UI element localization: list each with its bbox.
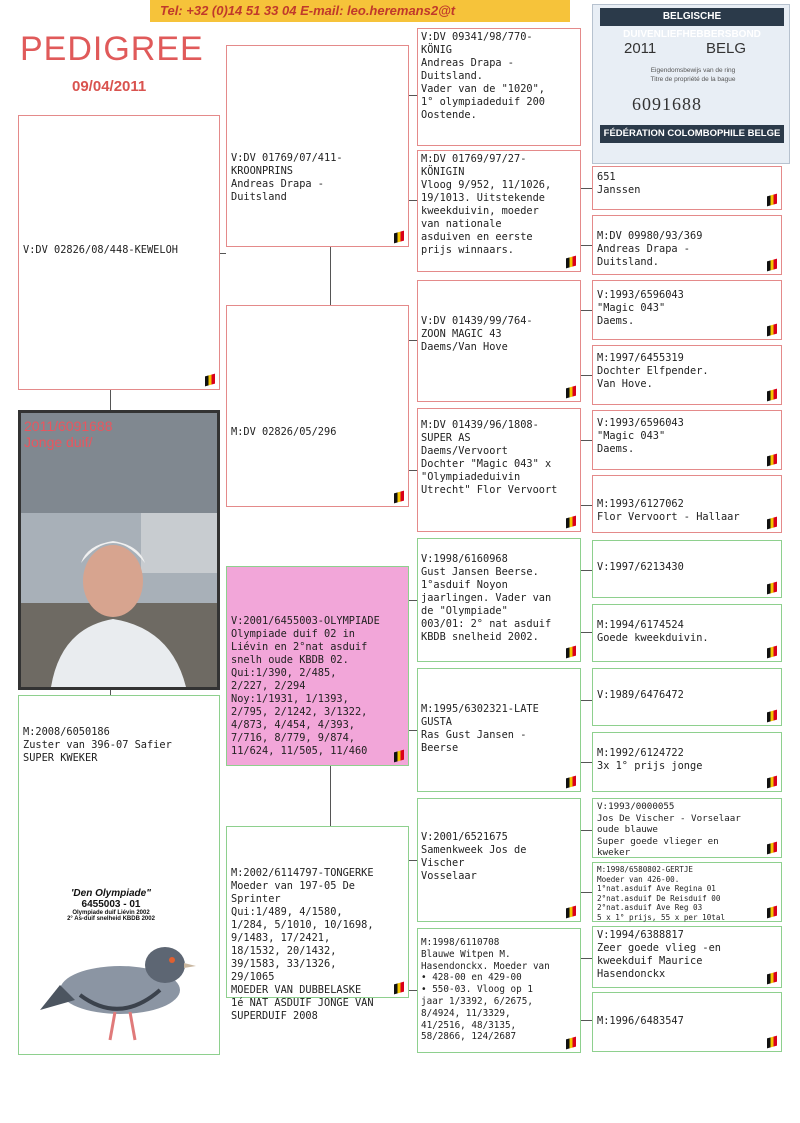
belgian-flag-icon — [767, 389, 777, 402]
gen3-box-8 — [417, 928, 581, 1053]
gen3-text-6: M:1995/6302321-LATE GUSTA Ras Gust Jansen - Beerse — [421, 703, 539, 754]
gen2-text-2: M:DV 02826/05/296 — [231, 426, 337, 438]
belgian-flag-icon — [767, 972, 777, 985]
connector-line — [581, 440, 592, 441]
gen4-box-7 — [592, 540, 782, 598]
photo-label-type: Jonge duif/ — [24, 434, 93, 450]
connector-line — [330, 247, 331, 305]
stamp-country: BELG — [706, 40, 747, 57]
connector-line — [581, 700, 592, 701]
gen4-box-13 — [592, 926, 782, 988]
gen4-text-5: V:1993/6596043 "Magic 043" Daems. — [597, 417, 684, 455]
page-title: PEDIGREE — [20, 30, 204, 68]
belgian-flag-icon — [566, 776, 576, 789]
connector-line — [581, 570, 592, 571]
belgian-flag-icon — [394, 491, 404, 504]
pigeon-caption-note1: Olympiade duif Liévin 2002 — [72, 910, 150, 916]
connector-line — [581, 762, 592, 763]
gen3-text-3: V:DV 01439/99/764- ZOON MAGIC 43 Daems/Van Hove — [421, 315, 533, 353]
contact-text: Tel: +32 (0)14 51 33 04 E-mail: leo.heremans2@t — [160, 3, 456, 18]
connector-line — [581, 1020, 592, 1021]
connector-line — [110, 690, 111, 695]
gen4-box-11 — [592, 798, 782, 858]
connector-line — [409, 990, 417, 991]
photo-illustration — [21, 413, 217, 687]
gen2-box-4 — [226, 826, 409, 1022]
gen2-text-3: V:2001/6455003-OLYMPIADE Olympiade duif 02 in Liévin en 2°nat asduif snelh oude KBDB 02. Qui:1/390, 2/485, 2/227, 2/294 Noy:1/1931, 1/1393, 2/795, 2/1242, 3/1322, 4/873, 4/454, 4/393, 7/716, 8/779, 9/874, 11/624, 11/505, 11/460 — [231, 615, 380, 757]
gen4-text-2: M:DV 09980/93/369 Andreas Drapa - Duitsland. — [597, 230, 703, 268]
connector-line — [409, 340, 417, 341]
gen4-box-4 — [592, 345, 782, 405]
gen4-box-3 — [592, 280, 782, 340]
stamp-subtitle — [618, 66, 768, 90]
connector-line — [581, 188, 592, 189]
photo-label-ring: 2011/6091688 — [24, 418, 113, 434]
gen4-box-6 — [592, 475, 782, 533]
belgian-flag-icon — [394, 231, 404, 244]
gen3-text-5: V:1998/6160968 Gust Jansen Beerse. 1°asduif Noyon jaarlingen. Vader van de "Olympiade" 003/01: 2° nat asduif KBDB snelheid 2002. — [421, 553, 552, 643]
stamp-sub-1: Eigendomsbewijs van de ring — [650, 67, 736, 74]
stamp-sub-2: Titre de propriété de la bague — [650, 76, 736, 83]
gen4-box-1 — [592, 166, 782, 210]
pigeon-caption-note2: 2° As-duif snelheid KBDB 2002 — [67, 916, 155, 922]
belgian-flag-icon — [767, 646, 777, 659]
pigeon-illustration — [40, 930, 200, 1050]
sire-box — [18, 115, 220, 390]
gen3-box-4 — [417, 408, 581, 532]
gen4-text-4: M:1997/6455319 Dochter Elfpender. Van Hove. — [597, 352, 709, 390]
connector-line — [409, 730, 417, 731]
pigeon-owner-photo — [18, 410, 220, 690]
connector-line — [409, 200, 417, 201]
belgian-flag-icon — [394, 750, 404, 763]
sire-text: V:DV 02826/08/448-KEWELOH — [23, 244, 178, 256]
belgian-flag-icon — [767, 517, 777, 530]
connector-line — [110, 390, 111, 410]
pigeon-caption — [36, 888, 186, 922]
pigeon-caption-ring: 6455003 - 01 — [81, 899, 141, 910]
belgian-flag-icon — [767, 324, 777, 337]
gen3-text-8: M:1998/6110708 Blauwe Witpen M. Hasendonckx. Moeder van • 428-00 en 429-00 • 550-03. Vloog op 1 jaar 1/3392, 6/2675, 8/4924, 11/3329, 41/2516, 48/3135, 58/2866, 124/2687 — [421, 937, 550, 1043]
gen3-text-1: V:DV 09341/98/770- KÖNIG Andreas Drapa - Duitsland. Vader van de "1020", 1° olympiadeduif 200 Oostende. — [421, 31, 545, 121]
stamp-top-label: BELGISCHE DUIVENLIEFHEBBERSBOND — [600, 8, 784, 26]
connector-line — [409, 860, 417, 861]
belgian-flag-icon — [767, 776, 777, 789]
gen4-box-9 — [592, 668, 782, 726]
connector-line — [581, 958, 592, 959]
gen3-text-2: M:DV 01769/97/27- KÖNIGIN Vloog 9/952, 11/1026, 19/1013. Uitstekende kweekduivin, moeder van nationale asduiven en eerste prijs winnaars. — [421, 153, 552, 256]
gen4-text-3: V:1993/6596043 "Magic 043" Daems. — [597, 289, 684, 327]
gen3-box-7 — [417, 798, 581, 922]
belgian-flag-icon — [767, 259, 777, 272]
gen4-box-8 — [592, 604, 782, 662]
gen2-text-1: V:DV 01769/07/411- KROONPRINS Andreas Drapa - Duitsland — [231, 152, 343, 203]
belgian-flag-icon — [566, 1037, 576, 1050]
dam-text: M:2008/6050186 Zuster van 396-07 Safier SUPER KWEKER — [23, 726, 172, 764]
gen3-box-3 — [417, 280, 581, 402]
gen4-text-9: V:1989/6476472 — [597, 689, 684, 701]
connector-line — [581, 375, 592, 376]
gen4-box-2 — [592, 215, 782, 275]
connector-line — [581, 632, 592, 633]
belgian-flag-icon — [205, 374, 215, 387]
connector-line — [581, 892, 592, 893]
belgian-flag-icon — [566, 516, 576, 529]
belgian-flag-icon — [767, 454, 777, 467]
gen2-box-3 — [226, 566, 409, 766]
belgian-flag-icon — [566, 256, 576, 269]
connector-line — [581, 245, 592, 246]
stamp-year: 2011 — [624, 40, 657, 57]
gen3-box-5 — [417, 538, 581, 662]
belgian-flag-icon — [767, 194, 777, 207]
gen4-text-1: 651 Janssen — [597, 171, 641, 196]
stamp-bottom-label: FÉDÉRATION COLOMBOPHILE BELGE — [600, 125, 784, 143]
connector-line — [330, 766, 331, 826]
gen2-text-4: M:2002/6114797-TONGERKE Moeder van 197-05 De Sprinter Qui:1/489, 4/1580, 1/284, 5/1010, 10/1698, 9/1483, 17/2421, 18/1532, 20/1432, 39/1583, 33/1326, 29/1065 MOEDER VAN DUBBELASKE 1é NAT ASDUIF JONGE VAN SUPERDUIF 2008 — [231, 867, 374, 1022]
belgian-flag-icon — [566, 646, 576, 659]
gen3-text-4: M:DV 01439/96/1808- SUPER AS Daems/Vervoort Dochter "Magic 043" x "Olympiadeduivin Utrecht" Flor Vervoort — [421, 419, 558, 496]
belgian-flag-icon — [566, 906, 576, 919]
photo-label — [24, 418, 113, 450]
gen4-text-10: M:1992/6124722 3x 1° prijs jonge — [597, 747, 703, 772]
belgian-flag-icon — [566, 386, 576, 399]
pigeon-caption-name: 'Den Olympiade" — [71, 888, 151, 899]
belgian-flag-icon — [767, 582, 777, 595]
gen3-box-1 — [417, 28, 581, 146]
gen2-box-2 — [226, 305, 409, 507]
gen4-box-12 — [592, 862, 782, 922]
connector-line — [220, 253, 226, 254]
belgian-flag-icon — [767, 710, 777, 723]
connector-line — [581, 505, 592, 506]
stamp-ring-number: 6091688 — [632, 94, 702, 114]
belgian-flag-icon — [767, 1036, 777, 1049]
connector-line — [409, 95, 417, 96]
gen3-box-2 — [417, 150, 581, 272]
gen4-box-5 — [592, 410, 782, 470]
connector-line — [409, 470, 417, 471]
connector-line — [581, 830, 592, 831]
gen4-text-13: V:1994/6388817 Zeer goede vlieg -en kweekduif Maurice Hasendonckx — [597, 929, 721, 980]
gen4-text-6: M:1993/6127062 Flor Vervoort - Hallaar — [597, 498, 740, 523]
gen4-text-8: M:1994/6174524 Goede kweekduivin. — [597, 619, 709, 644]
gen4-text-7: V:1997/6213430 — [597, 561, 684, 573]
gen4-box-14 — [592, 992, 782, 1052]
gen4-text-14: M:1996/6483547 — [597, 1015, 684, 1027]
pedigree-date: 09/04/2011 — [72, 78, 147, 95]
gen3-text-7: V:2001/6521675 Samenkweek Jos de Vischer Vosselaar — [421, 831, 527, 882]
gen4-box-10 — [592, 732, 782, 792]
connector-line — [581, 310, 592, 311]
gen2-box-1 — [226, 45, 409, 247]
gen3-box-6 — [417, 668, 581, 792]
gen4-text-12: M:1998/6580802-GERTJE Moeder van 426-00. 1°nat.asduif Ave Regina 01 2°nat.asduif De Reisduif 00 2°nat.asduif Ave Reg 03 5 x 1° prijs, 55 x per 10tal — [597, 865, 726, 922]
connector-line — [409, 600, 417, 601]
gen4-text-11: V:1993/0000055 Jos De Vischer - Vorselaar oude blauwe Super goede vlieger en kweker — [597, 801, 741, 858]
